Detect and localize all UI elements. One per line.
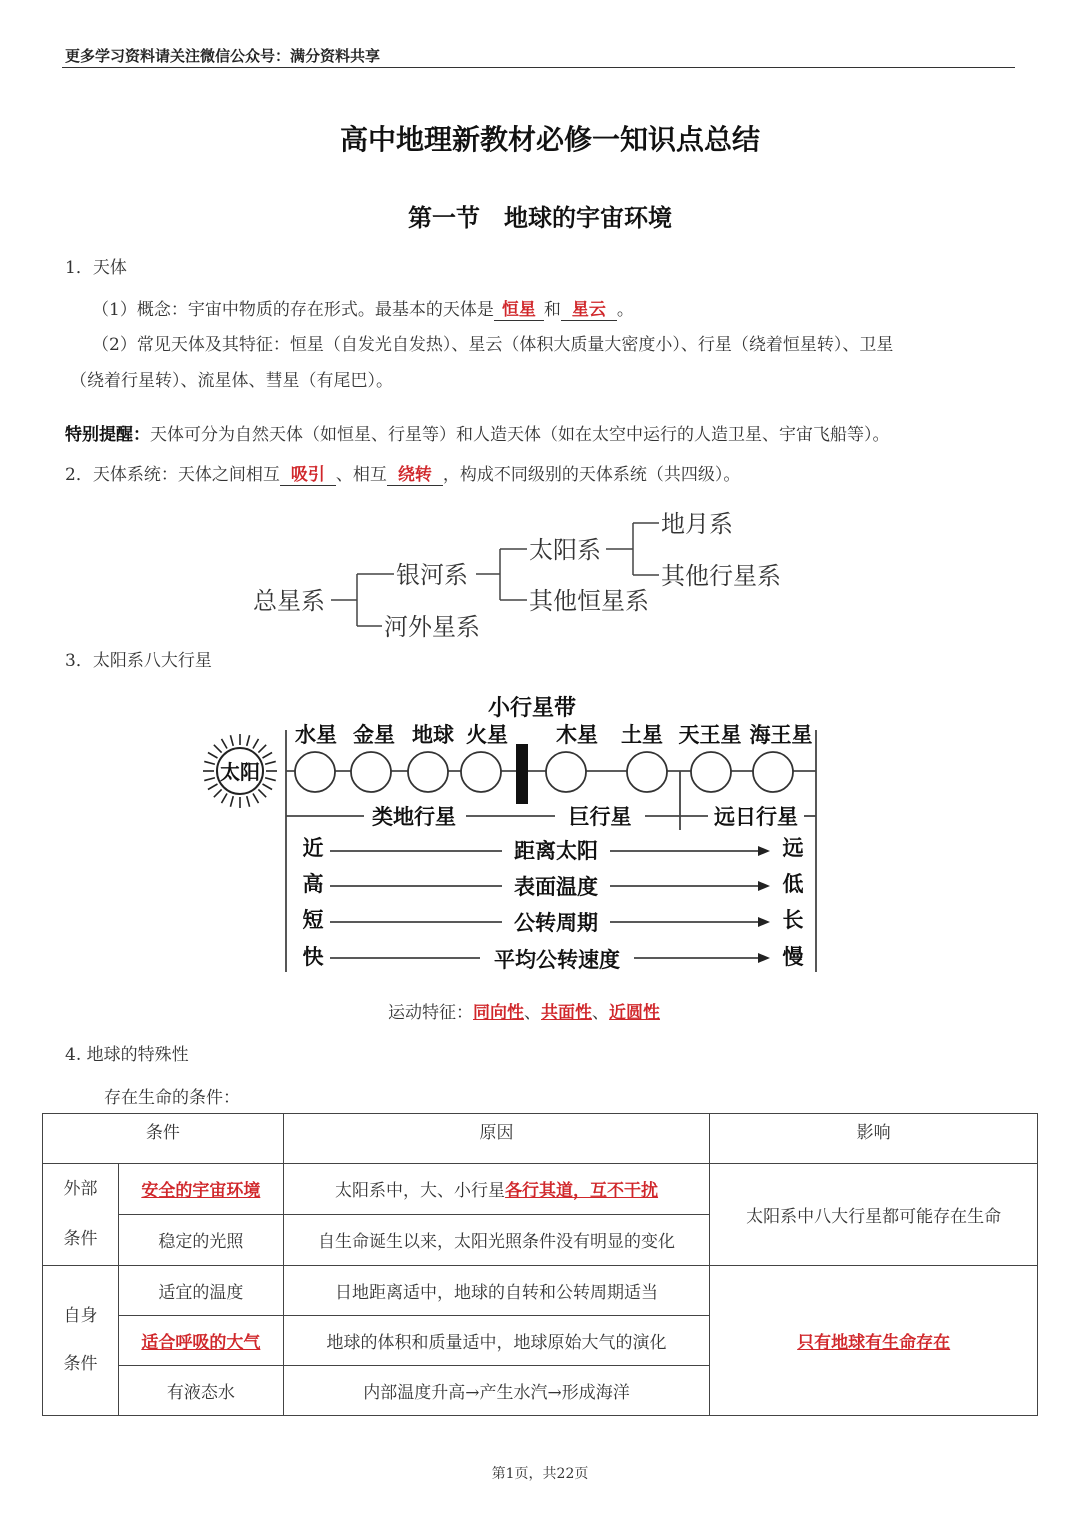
trend-period-right: 长 [782, 907, 804, 932]
sun-ray [263, 784, 273, 790]
table-header-row [43, 1114, 1038, 1164]
concept-line [92, 295, 634, 321]
planet-neptune [753, 752, 793, 792]
tree-extragalactic: 河外星系 [384, 613, 480, 641]
special-notice [65, 420, 890, 445]
internal-effect [710, 1266, 1038, 1416]
header-condition: 条件 [43, 1114, 284, 1164]
trend-speed-right: 慢 [782, 944, 804, 969]
sun-ray [247, 796, 250, 807]
planet-label-jupiter: 木星 [556, 722, 598, 747]
trend-distance-right: 远 [782, 835, 804, 860]
trend-distance-left: 近 [302, 835, 324, 860]
sun-ray [222, 739, 228, 749]
motion-features [388, 998, 660, 1023]
cond-liquid-water: 有液态水 [118, 1366, 283, 1416]
page-number: 第1页，共22页 [491, 1466, 589, 1482]
internal-label-line-1: 自身 [63, 1306, 98, 1326]
asteroid-belt-label: 小行星带 [487, 695, 577, 721]
sun-ray [230, 796, 233, 807]
sun-ray [222, 794, 228, 804]
sun-ray [265, 761, 276, 764]
sun-ray [214, 789, 222, 797]
sun-ray [247, 735, 250, 746]
group-terrestrial: 类地行星 [372, 804, 456, 829]
external-label-line-2: 条件 [63, 1229, 98, 1249]
reason-liquid-water: 内部温度升高→产生水汽→形成海洋 [283, 1366, 710, 1416]
tree-other-planet-systems: 其他行星系 [661, 562, 781, 590]
section-3-heading: 3．太阳系八大行星 [65, 651, 212, 671]
sun-ray [214, 745, 222, 753]
trend-period-label: 公转周期 [514, 910, 598, 935]
planet-label-uranus: 天王星 [678, 722, 742, 747]
blank-nebula: 星云 [561, 301, 617, 321]
trend-speed-left: 快 [302, 944, 324, 969]
tree-other-star-systems: 其他恒星系 [529, 587, 649, 615]
group-outer: 远日行星 [714, 804, 798, 829]
external-effect: 太阳系中八大行星都可能存在生命 [710, 1164, 1038, 1266]
reason-safe-environment [283, 1164, 710, 1215]
sun-ray [208, 753, 218, 759]
sun-ray [253, 794, 259, 804]
external-label-line-1: 外部 [63, 1179, 98, 1199]
trend-temperature-left: 高 [302, 871, 324, 896]
sun-ray [265, 778, 276, 781]
trend-temperature-label: 表面温度 [514, 874, 598, 899]
sun-ray [253, 739, 259, 749]
trend-distance-label: 距离太阳 [514, 838, 598, 863]
planet-label-earth: 地球 [412, 722, 454, 747]
sun-ray [204, 778, 215, 781]
reason-stable-light: 自生命诞生以来，太阳光照条件没有明显的变化 [283, 1215, 710, 1266]
common-bodies-line-2: （绕着行星转）、流星体、彗星（有尾巴）。 [70, 371, 393, 391]
blank-attract: 吸引 [280, 466, 336, 486]
motion-same-direction: 同向性 [473, 1003, 524, 1023]
planet-mercury [295, 752, 335, 792]
header-divider [62, 67, 1015, 68]
planet-earth [408, 752, 448, 792]
blank-orbit: 绕转 [387, 466, 443, 486]
planet-venus [351, 752, 391, 792]
tree-root: 总星系 [253, 587, 325, 615]
trend-speed-label: 平均公转速度 [494, 947, 620, 972]
reason-suitable-temperature: 日地距离适中，地球的自转和公转周期适当 [283, 1266, 710, 1316]
planet-jupiter [546, 752, 586, 792]
s2-text-b: 、相互 [335, 465, 387, 485]
table-row [43, 1266, 1038, 1316]
motion-sep-2: 、 [592, 1003, 609, 1023]
sun-ray [208, 784, 218, 790]
section-1-heading: 1．天体 [65, 258, 127, 278]
group-giant: 巨行星 [568, 804, 632, 829]
cond-safe-environment [118, 1164, 283, 1215]
planet-uranus [691, 752, 731, 792]
concept-text: （1）概念：宇宙中物质的存在形式。最基本的天体是 [92, 300, 494, 320]
concept-and: 和 [543, 300, 561, 320]
asteroid-belt-mark [516, 744, 528, 804]
section-title: 第一节 地球的宇宙环境 [408, 203, 672, 232]
tree-milky-way: 银河系 [396, 561, 468, 589]
header-effect: 影响 [710, 1114, 1038, 1164]
section-2-line [65, 460, 740, 486]
s2-text-c: ，构成不同级别的天体系统（共四级）。 [442, 465, 741, 485]
motion-near-circular: 近圆性 [609, 1003, 660, 1023]
life-conditions-table [42, 1113, 1038, 1416]
trend-temperature-right: 低 [782, 871, 804, 896]
internal-label-line-2: 条件 [63, 1354, 98, 1374]
planet-mars [461, 752, 501, 792]
cond-safe-environment-text: 安全的宇宙环境 [141, 1181, 261, 1201]
sun-ray [230, 735, 233, 746]
celestial-system-tree [0, 500, 1080, 650]
blank-star: 恒星 [494, 301, 544, 321]
sun-ray [258, 745, 266, 753]
concept-end: 。 [616, 300, 634, 320]
notice-text: 天体可分为自然天体（如恒星、行星等）和人造天体（如在太空中运行的人造卫星、宇宙飞船等）。 [150, 425, 890, 445]
common-bodies-line-1: （2）常见天体及其特征：恒星（自发光自发热）、星云（体积大质量大密度小）、行星（绕着恒星转）、卫星 [92, 335, 894, 355]
planet-saturn [627, 752, 667, 792]
external-conditions-label [43, 1164, 119, 1266]
header-text: 更多学习资料请关注微信公众号：满分资料共享 [65, 47, 381, 65]
sun-ray [263, 753, 273, 759]
sun-label: 太阳 [220, 760, 260, 784]
planet-label-venus: 金星 [353, 722, 395, 747]
motion-coplanar: 共面性 [541, 1003, 592, 1023]
solar-system-diagram [0, 690, 1080, 1030]
life-conditions-subheading: 存在生命的条件： [104, 1088, 240, 1108]
cond-stable-light: 稳定的光照 [118, 1215, 283, 1266]
header-reason: 原因 [283, 1114, 710, 1164]
reason-breathable-atmosphere: 地球的体积和质量适中，地球原始大气的演化 [283, 1316, 710, 1366]
tree-earth-moon: 地月系 [661, 510, 733, 538]
planet-label-mars: 火星 [466, 722, 508, 747]
planet-label-saturn: 土星 [621, 722, 663, 747]
cond-breathable-atmosphere-text: 适合呼吸的大气 [141, 1333, 261, 1353]
trend-period-left: 短 [302, 907, 324, 932]
section-4-heading: 4. 地球的特殊性 [65, 1045, 189, 1065]
reason-safe-environment-text: 太阳系中，大、小行星 [335, 1181, 506, 1201]
table-row [43, 1164, 1038, 1215]
motion-label: 运动特征： [388, 1003, 473, 1023]
notice-label: 特别提醒： [65, 425, 150, 445]
s2-text-a: 2．天体系统：天体之间相互 [65, 465, 280, 485]
tree-solar-system: 太阳系 [529, 536, 601, 564]
planet-label-neptune: 海王星 [749, 722, 813, 747]
cond-breathable-atmosphere [118, 1316, 283, 1366]
reason-safe-environment-key: 各行其道，互不干扰 [505, 1181, 659, 1201]
internal-effect-text: 只有地球有生命存在 [797, 1332, 951, 1353]
planet-label-mercury: 水星 [295, 722, 337, 747]
sun-ray [204, 761, 215, 764]
cond-suitable-temperature: 适宜的温度 [118, 1266, 283, 1316]
internal-conditions-label [43, 1266, 119, 1416]
document-title: 高中地理新教材必修一知识点总结 [339, 123, 760, 156]
sun-ray [258, 789, 266, 797]
motion-sep-1: 、 [524, 1003, 541, 1023]
